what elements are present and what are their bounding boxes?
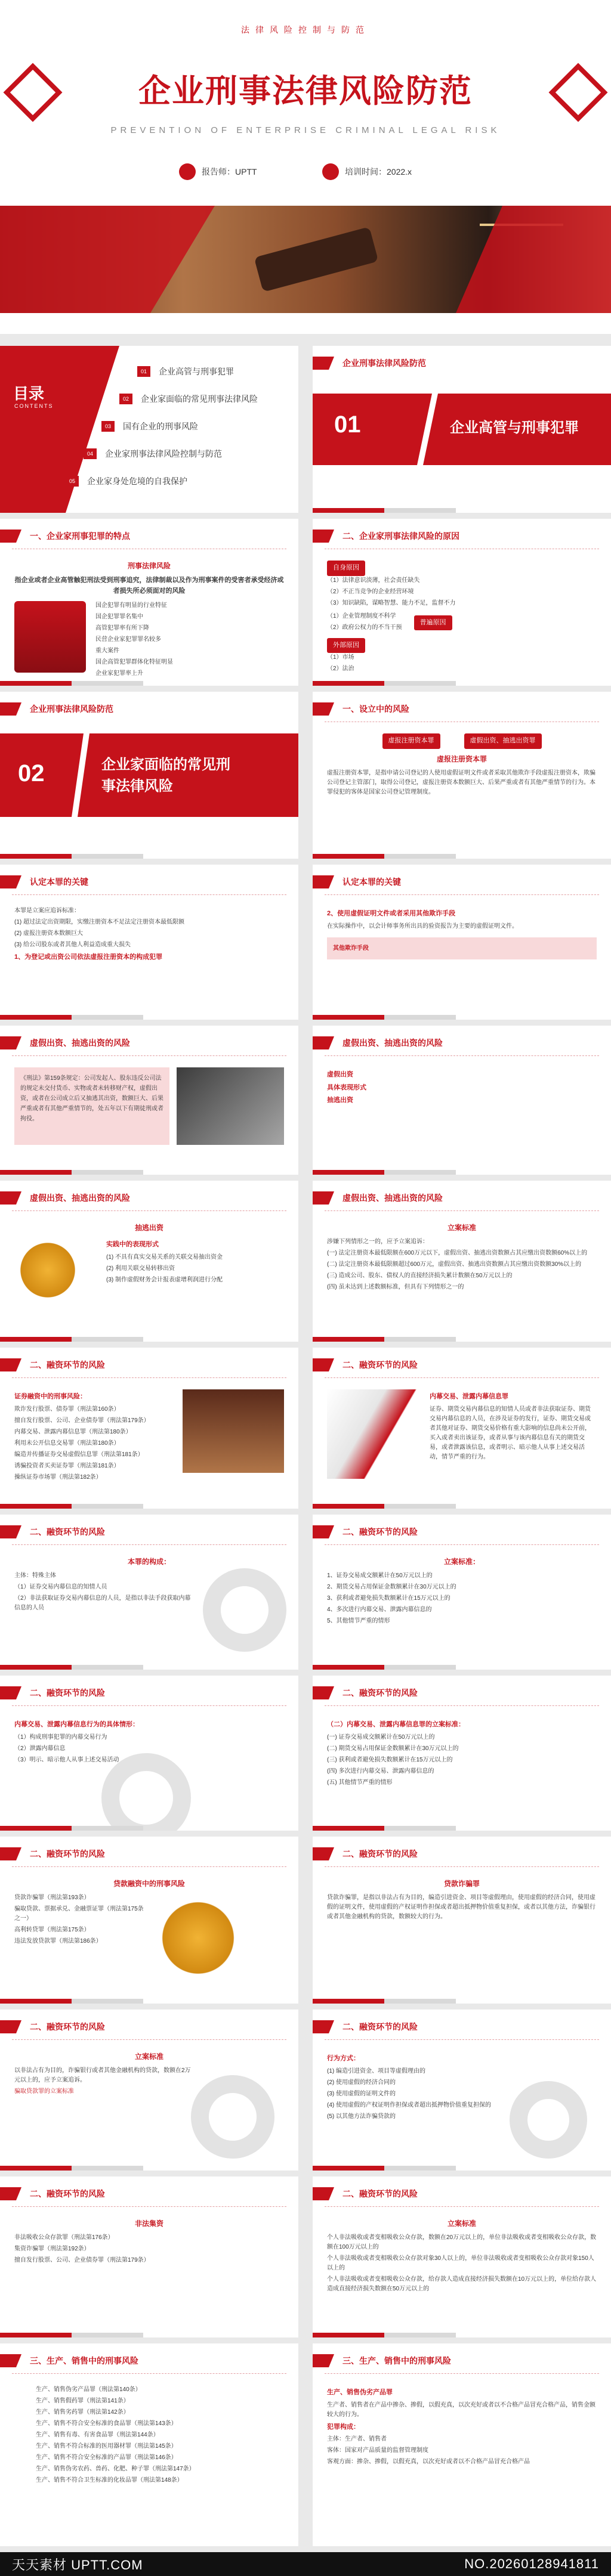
list-item: 生产、销售假药罪（刑法第141条） xyxy=(36,2398,129,2404)
list-item: (2) 虚报注册资本数额巨大 xyxy=(14,930,83,937)
handcuffs-image xyxy=(177,1067,284,1145)
header-text: 三、生产、销售中的刑事风险 xyxy=(30,2356,138,2366)
judge-illustration xyxy=(14,601,86,673)
header-text: 三、生产、销售中的刑事风险 xyxy=(342,2356,451,2366)
feature-item: 国企犯罪有明显的行业特征 xyxy=(95,602,167,609)
list-item: (四) 虽未达到上述数额标准，但具有下列情形之一的 xyxy=(327,1284,464,1291)
financing-slide-3 xyxy=(0,1515,298,1670)
toc-slide xyxy=(0,346,298,513)
toc-num: 03 xyxy=(101,421,115,432)
list-item: 1、证券交易成交额累计在50万元以上的 xyxy=(327,1572,433,1580)
slide-footer-bar xyxy=(313,508,611,513)
section-01-slide xyxy=(313,346,611,513)
toc-item-3[interactable] xyxy=(101,419,198,434)
section-title: 企业高管与刑事犯罪 xyxy=(450,420,579,436)
list-item: 骗取贷款罪的立案标准 xyxy=(14,2088,74,2095)
cover-reporter xyxy=(179,161,257,182)
cause-item: （3）知识缺陷，谋略智慧、能力不足，监督不力 xyxy=(327,599,456,606)
header-text: 二、融资环节的风险 xyxy=(342,2189,418,2199)
subheading: 贷款诈骗罪 xyxy=(443,1880,480,1888)
list-item: 贷款诈骗罪（刑法第193条） xyxy=(14,1894,90,1902)
red-overlay-right xyxy=(456,206,611,313)
toc-item-4[interactable] xyxy=(84,446,222,462)
list-item: 客观方面：掺杂、掺假，以假充真，以次充好或者以不合格产品冒充合格产品 xyxy=(327,2459,530,2466)
subheading: 内幕交易、泄露内幕信息行为的具体情形： xyxy=(14,1721,139,1728)
date-text: 培训时间：2022.x xyxy=(345,167,412,177)
list-item: (3) 使用虚假的证明文件的 xyxy=(327,2090,396,2097)
toc-title: 目录 xyxy=(13,385,45,402)
list-item: (5) 以其他方法诈骗贷款的 xyxy=(327,2113,396,2120)
list-item: (一) 证券交易成交额累计在50万元以上的 xyxy=(327,1733,435,1741)
financing-slide-1 xyxy=(0,1348,298,1509)
user-icon xyxy=(179,163,196,180)
fake-capital-slide-3 xyxy=(0,1181,298,1342)
financing-slide-2 xyxy=(313,1348,611,1509)
list-item: 集资诈骗罪（刑法第192条） xyxy=(14,2246,90,2253)
financing-slide-10 xyxy=(313,2010,611,2171)
toc-item-1[interactable] xyxy=(137,364,234,379)
list-item: 生产、销售劣药罪（刑法第142条） xyxy=(36,2409,129,2416)
subheading: 实践中的表现形式 xyxy=(106,1241,159,1249)
list-item: 生产、销售有毒、有害食品罪（刑法第144条） xyxy=(36,2432,159,2438)
section-number: 01 xyxy=(334,411,361,438)
subheading: 非法集资 xyxy=(134,2219,163,2228)
financing-slide-11 xyxy=(0,2176,298,2337)
list-item: (一) 法定注册资本最低限额在600万元以下，虚假出资、抽逃出资数额占其应缴出资数额60%以上的 xyxy=(327,1250,588,1257)
toc-label: 国有企业的刑事风险 xyxy=(123,422,198,431)
money-bag-image xyxy=(14,1237,98,1303)
arrows-image xyxy=(327,1389,422,1479)
list-item: (五) 其他情节严重的情形 xyxy=(327,1779,393,1786)
financing-slide-9 xyxy=(0,2010,298,2171)
header-text: 二、融资环节的风险 xyxy=(30,1527,105,1537)
section-number: 02 xyxy=(18,760,45,787)
header-text: 企业刑事法律风险防范 xyxy=(30,704,113,714)
list-item: 擅自发行股票、公司、企业债券罪（刑法第179条） xyxy=(14,1417,150,1424)
cover-title: 企业刑事法律风险防范 xyxy=(138,73,473,109)
subheading: 2、使用虚假证明文件或者采用其他欺诈手段 xyxy=(327,910,456,917)
cause-item: （1）企业管理制度不科学 xyxy=(327,612,396,620)
list-item: (四) 多次进行内幕交易、泄露内幕信息的 xyxy=(327,1767,434,1775)
header-bar xyxy=(313,357,334,370)
header-text: 企业刑事法律风险防范 xyxy=(342,358,426,368)
subheading: 立案标准 xyxy=(134,2052,163,2061)
outer-cause-badge: 外部原因 xyxy=(327,638,365,654)
subheading: 抽逃出资 xyxy=(134,1224,163,1232)
list-item: 4、多次进行内幕交易、泄露内幕信息的 xyxy=(327,1606,432,1614)
toc-label: 企业高管与刑事犯罪 xyxy=(159,367,234,376)
list-item: 以非法占有为目的，诈骗银行或者其他金融机构的贷款，数额在2万元以上的，应予立案追诉。 xyxy=(14,2067,191,2084)
list-item: 操纵证券市场罪（刑法第182条） xyxy=(14,1473,102,1481)
cover-subtitle-en: PREVENTION OF ENTERPRISE CRIMINAL LEGAL RISK xyxy=(110,125,501,135)
watermark-footer xyxy=(0,2552,611,2576)
list-item: (2) 使用虚假的经济合同的 xyxy=(327,2079,396,2086)
header-text: 二、融资环节的风险 xyxy=(30,1849,105,1859)
financing-slide-8 xyxy=(313,1837,611,2004)
list-item: 编造并传播证券交易虚假信息罪（刑法第181条） xyxy=(14,1451,144,1458)
fake-capital-slide-4 xyxy=(313,1181,611,1342)
body-text: 在实际操作中，以会计师事务所出具的验资报告为主要的虚假证明文件。 xyxy=(327,922,518,930)
subheading: 犯罪构成： xyxy=(327,2423,360,2431)
feature-item: 国企犯罪罪名集中 xyxy=(95,614,143,621)
list-item: 生产、销售伪劣农药、兽药、化肥、种子罪（刑法第147条） xyxy=(36,2466,195,2472)
header-text: 二、融资环节的风险 xyxy=(30,2189,105,2199)
header-text: 虚假出资、抽逃出资的风险 xyxy=(342,1038,443,1048)
body-text: 本罪是立案应追诉标准： xyxy=(14,908,80,914)
list-item: 个人非法吸收或者变相吸收公众存款，给存款人造成直接经济损失数额在10万元以上的，单位给存款人造成直接经济损失数额在50万元以上的 xyxy=(327,2276,597,2293)
subheading: 立案标准 xyxy=(447,2219,476,2228)
financing-slide-7 xyxy=(0,1837,298,2004)
list-item: （3）明示、暗示他人从事上述交易活动 xyxy=(14,1756,119,1763)
feature-item: 国企高管犯罪群体化特征明显 xyxy=(95,659,173,666)
subheading: 内幕交易、泄露内幕信息罪 xyxy=(430,1393,508,1400)
section-02-slide xyxy=(0,692,298,859)
fake-capital-slide-1 xyxy=(0,1026,298,1175)
list-item: 客体：国家对产品质量的监督管理制度 xyxy=(327,2447,428,2454)
section-title: 企业家面临的常见刑事法律风险 xyxy=(101,757,230,794)
key-points-slide-2 xyxy=(313,865,611,1020)
cause-item: （2）不正当竞争的企业经营环境 xyxy=(327,588,414,595)
list-item: 违法发放贷款罪（刑法第186条） xyxy=(14,1938,102,1945)
courtroom-image xyxy=(183,1389,284,1473)
list-item: 利用未公开信息交易罪（刑法第180条） xyxy=(14,1439,120,1447)
crime-tag: 虚报注册资本罪 xyxy=(382,733,440,749)
header-text: 二、融资环节的风险 xyxy=(342,1360,418,1370)
yen-coins-image xyxy=(155,1893,263,1983)
subheading: 刑事法律风险 xyxy=(127,562,171,570)
outer-causes xyxy=(327,612,402,634)
watermark-right: NO.20260128941811 xyxy=(464,2556,599,2571)
list-item: 内幕交易、泄露内幕信息罪（刑法第180条） xyxy=(14,1428,132,1435)
subheading: 1、为登记或出资公司依法虚报注册资本的构成犯罪 xyxy=(14,953,163,961)
list-item: 诱骗投资者买卖证券罪（刑法第181条） xyxy=(14,1462,120,1469)
cover-slide xyxy=(0,0,611,334)
cause-item: （1）市场 xyxy=(327,654,354,661)
financing-slide-4 xyxy=(313,1515,611,1670)
feature-item: 企业家犯罪率上升 xyxy=(95,670,143,677)
list-item: (1) 不具有真实交易关系的关联交易抽出资金 xyxy=(106,1253,223,1261)
self-cause-badge: 自身原因 xyxy=(327,561,365,576)
header-text: 虚假出资、抽逃出资的风险 xyxy=(30,1038,130,1048)
toc-title-en: CONTENTS xyxy=(14,403,54,409)
header-text: 二、融资环节的风险 xyxy=(342,1527,418,1537)
header-text: 二、融资环节的风险 xyxy=(342,1688,418,1698)
list-item: 高利转贷罪（刑法第175条） xyxy=(14,1927,90,1934)
toc-item-5[interactable] xyxy=(66,473,187,489)
toc-num: 05 xyxy=(66,476,79,487)
info-box xyxy=(327,937,597,959)
subheading: 行为方式： xyxy=(327,2055,360,2062)
header-text: 二、融资环节的风险 xyxy=(342,1849,418,1859)
cover-date xyxy=(322,161,412,182)
cover-photo-band xyxy=(0,206,611,313)
cause-item: （2）法治 xyxy=(327,665,354,673)
list-item: 擅自发行股票、公司、企业债券罪（刑法第179条） xyxy=(14,2257,150,2264)
subheading: 抽逃出资 xyxy=(327,1097,353,1104)
body-text: 贷款诈骗罪，是指以非法占有为目的，编造引进资金、项目等虚假理由，使用虚假的经济合同，使用虚假的证明文件，使用虚假的产权证明作担保或者超出抵押物价值重复担保，或者以其他方法，诈骗银行或者其他金融机构的贷款，数额较大的行为。 xyxy=(327,1894,595,1921)
red-overlay-left xyxy=(0,206,215,313)
watermark-left: 天天素材 UPTT.COM xyxy=(12,2557,143,2572)
list-item: 欺诈发行股票、债券罪（刑法第160条） xyxy=(14,1405,120,1413)
calendar-icon xyxy=(322,163,339,180)
header-text: 认定本罪的关键 xyxy=(342,877,401,887)
list-item: （1）证券交易内幕信息的知情人员 xyxy=(14,1584,107,1591)
law-quote-box: 《刑法》第159条规定：公司发起人、股东违反公司法的规定未交付货币、实物或者未转移财产权，虚假出资，或者在公司成立后又抽逃其出资，数额巨大、后果严重或者有其他严重情节的，处五年以下有期徒刑或者拘役。 xyxy=(14,1067,169,1145)
common-cause-badge: 普遍原因 xyxy=(414,615,452,631)
toc-num: 01 xyxy=(137,366,150,377)
production-slide-1 xyxy=(0,2343,298,2546)
list-item: 生产、销售不符合安全标准的产品罪（刑法第146条） xyxy=(36,2454,177,2461)
body-text: 涉嫌下列情形之一的，应予立案追诉： xyxy=(327,1239,428,1246)
list-item: 主体：特殊主体 xyxy=(14,1572,56,1580)
header-text: 二、融资环节的风险 xyxy=(342,2022,418,2032)
list-item: (1) 超过法定出资期限，实缴注册资本不足法定注册资本最低限额 xyxy=(14,919,184,925)
list-item: （2）非法获取证券交易内幕信息的人员，是指以非法手段获取内幕信息的人员 xyxy=(14,1595,191,1612)
header-text: 一、企业家刑事犯罪的特点 xyxy=(30,531,130,541)
subheading: 具体表现形式 xyxy=(327,1083,366,1091)
header-text: 二、融资环节的风险 xyxy=(30,2022,105,2032)
list-item: (二) 法定注册资本最低限额超过600万元，虚假出资、抽逃出资数额占其应缴出资数额30%以上的 xyxy=(327,1261,582,1268)
reporter-text: 报告师：UPTT xyxy=(202,167,257,177)
list-item: 个人非法吸收或者变相吸收公众存款对象30人以上的，单位非法吸收或者变相吸收公众存款对象150人以上的 xyxy=(327,2255,594,2272)
list-item: (3) 制作虚假财务会计报表虚增利润进行分配 xyxy=(106,1276,223,1283)
feature-item: 高管犯罪率有所下降 xyxy=(95,625,149,632)
slide-header xyxy=(0,527,130,545)
list-item: 生产、销售不符合卫生标准的化妆品罪（刑法第148条） xyxy=(36,2477,183,2484)
toc-label: 企业家刑事法律风险控制与防范 xyxy=(105,449,222,459)
toc-label: 企业家面临的常见刑事法律风险 xyxy=(141,394,258,404)
features-slide xyxy=(0,519,298,686)
feature-item: 民营企业家犯罪罪名较多 xyxy=(95,636,161,643)
list-item: (三) 造成公司、股东、债权人的直接经济损失累计数额在50万元以上的 xyxy=(327,1272,513,1280)
subheading: （二）内幕交易、泄露内幕信息罪的立案标准： xyxy=(327,1721,465,1728)
list-item: (2) 利用关联交易转移出资 xyxy=(106,1265,175,1272)
header-text: 二、融资环节的风险 xyxy=(30,1360,105,1370)
list-item: (二) 期货交易占用保证金数额累计在30万元以上的 xyxy=(327,1745,459,1752)
financing-slide-12 xyxy=(313,2176,611,2337)
feature-item: 重大案件 xyxy=(95,648,119,655)
definition-text: 虚报注册资本罪，是指申请公司登记的人使用虚假证明文件或者采取其他欺诈手段虚报注册资本，欺骗公司登记主管部门，取得公司登记，虚报注册资本数额巨大、后果严重或者有其他严重情节的行为。本罪侵犯的客体是国家公司登记管理制度。 xyxy=(327,769,595,795)
header-text: 二、企业家刑事法律风险的原因 xyxy=(342,531,459,541)
header-text: 认定本罪的关键 xyxy=(30,877,88,887)
crime-tag: 虚假出资、抽逃出资罪 xyxy=(464,733,542,749)
list-item: 生产、销售不符合安全标准的食品罪（刑法第143条） xyxy=(36,2420,177,2427)
subheading: 立案标准 xyxy=(447,1224,476,1232)
subheading: 虚假出资 xyxy=(327,1071,353,1078)
toc-num: 04 xyxy=(84,448,97,459)
list-item: 骗取贷款、票据承兑、金融票证罪（刑法第175条之一） xyxy=(14,1906,144,1922)
toc-item-2[interactable] xyxy=(119,391,258,407)
list-item: (3) 给公司股东或者其他人利益造成重大损失 xyxy=(14,942,131,948)
toc-label: 企业家身处危境的自我保护 xyxy=(87,476,187,486)
cause-item: （1）法律意识淡薄，社会责任缺失 xyxy=(327,577,420,584)
gavel-image xyxy=(254,227,379,292)
subheading: 立案标准： xyxy=(443,1558,480,1566)
header-text: 虚假出资、抽逃出资的风险 xyxy=(342,1193,443,1203)
body-text: 证券、期货交易内幕信息的知情人员或者非法获取证券、期货交易内幕信息的人员，在涉及证券的发行，证券、期货交易或者其他对证券、期货交易价格有重大影响的信息尚未公开前，买入或者卖出该证券，或者从事与该内幕信息有关的期货交易，或者泄露该信息，或者明示、暗示他人从事上述交易活动，情节严重的行为。 xyxy=(430,1405,591,1460)
cover-topline: 法律风险控制与防范 xyxy=(241,25,370,35)
list-item: (三) 获利或者避免损失数额累计在15万元以上的 xyxy=(327,1756,453,1763)
subheading: 贷款融资中的刑事风险 xyxy=(113,1880,185,1888)
list-item: 非法吸收公众存款罪（刑法第176条） xyxy=(14,2234,114,2241)
cause-item: （2）政府公权力的不当干预 xyxy=(327,624,402,631)
list-item: (1) 编造引进资金、项目等虚假理由的 xyxy=(327,2067,425,2075)
key-points-slide-1 xyxy=(0,865,298,1020)
header-text: 一、设立中的风险 xyxy=(342,704,409,714)
body-text: 生产者、销售者在产品中掺杂、掺假，以假充真，以次充好或者以不合格产品冒充合格产品，销售金额较大的行为。 xyxy=(327,2401,595,2418)
slide-header xyxy=(313,354,426,372)
financing-slide-6 xyxy=(313,1676,611,1831)
list-item: 生产、销售不符合标准的医用器材罪（刑法第145条） xyxy=(36,2443,177,2450)
subheading: 生产、销售伪劣产品罪 xyxy=(327,2389,393,2396)
header-text: 二、融资环节的风险 xyxy=(30,1688,105,1698)
header-text: 虚假出资、抽逃出资的风险 xyxy=(30,1193,130,1203)
fake-capital-slide-2 xyxy=(313,1026,611,1175)
definition-text: 指企业或者企业高管触犯刑法受到刑事追究，法律制裁以及作为刑事案件的受害者承受经济或者损失所必须面对的风险 xyxy=(14,577,284,595)
list-item: 生产、销售伪劣产品罪（刑法第140条） xyxy=(36,2386,141,2393)
subheading: 证券融资中的刑事风险： xyxy=(14,1393,87,1400)
list-item: 个人非法吸收或者变相吸收公众存款，数额在20万元以上的，单位非法吸收或者变相吸收公众存款，数额在100万元以上的 xyxy=(327,2234,597,2251)
toc-num: 02 xyxy=(119,394,132,404)
list-item: （1）构成刑事犯罪的内幕交易行为 xyxy=(14,1733,107,1741)
financing-slide-5 xyxy=(0,1676,298,1831)
list-item: （2）泄露内幕信息 xyxy=(14,1745,66,1752)
box-title: 其他欺诈手段 xyxy=(333,945,369,952)
list-item: 主体：生产者、销售者 xyxy=(327,2436,387,2443)
list-item: 5、其他情节严重的情形 xyxy=(327,1618,390,1625)
production-slide-2 xyxy=(313,2343,611,2546)
list-item: 3、获利或者避免损失数额累计在15万元以上的 xyxy=(327,1595,450,1602)
list-item: (4) 使用虚假的产权证明作担保或者超出抵押物价值重复担保的 xyxy=(327,2101,491,2109)
subheading: 本罪的构成： xyxy=(127,1558,171,1566)
subheading: 虚报注册资本罪 xyxy=(436,754,487,763)
list-item: 2、期货交易占用保证金数额累计在30万元以上的 xyxy=(327,1584,456,1591)
registered-capital-slide xyxy=(313,692,611,859)
causes-slide xyxy=(313,519,611,686)
